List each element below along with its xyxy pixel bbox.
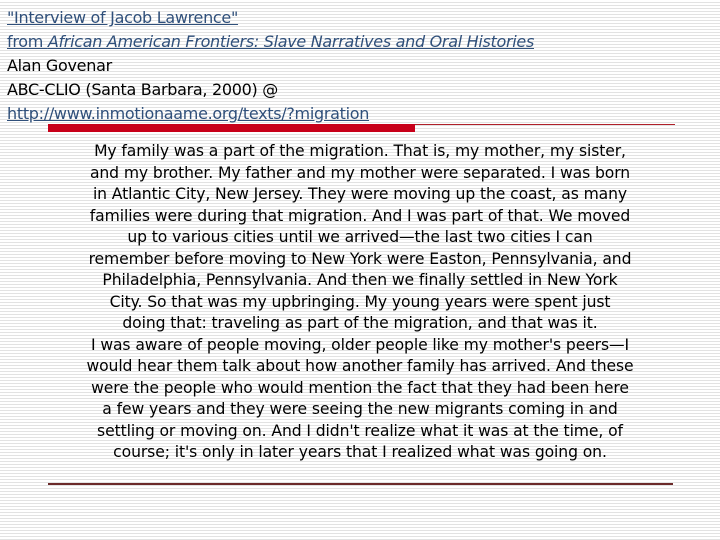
text-line: up to various cities until we arrived—the last two cities I can bbox=[127, 228, 593, 246]
text-line: a few years and they were seeing the new migrants coming in and bbox=[102, 400, 618, 418]
text-line: and my brother. My father and my mother were separated. I was born bbox=[89, 163, 631, 182]
text-line: would hear them talk about how another family has arrived. And these bbox=[86, 357, 634, 375]
bottom-divider-line bbox=[48, 483, 673, 485]
interview-text bbox=[20, 141, 700, 464]
text-line: doing that: traveling as part of the migration, and that was it. bbox=[122, 314, 598, 332]
text-line: were the people who would mention the fact that they had been here bbox=[91, 378, 629, 397]
thin-divider-line bbox=[415, 124, 675, 125]
text-line: My family was a part of the migration. That is, my mother, my sister, bbox=[94, 142, 626, 160]
red-divider-bar bbox=[48, 124, 415, 132]
text-line: remember before moving to New York were Easton, Pennsylvania, and bbox=[88, 249, 632, 268]
publisher: ABC-CLIO (Santa Barbara, 2000) @ bbox=[7, 80, 278, 99]
text-line: settling or moving on. And I didn't realize what it was at the time, of bbox=[97, 421, 623, 440]
url-link[interactable]: http://www.inmotionaame.org/texts/?migration bbox=[7, 104, 370, 123]
text-line: in Atlantic City, New Jersey. They were moving up the coast, as many bbox=[92, 185, 628, 203]
title-link[interactable]: "Interview of Jacob Lawrence" bbox=[7, 8, 239, 27]
text-line: course; it's only in later years that I realized what was going on. bbox=[113, 443, 607, 461]
source-prefix: from bbox=[7, 32, 48, 51]
source-link[interactable] bbox=[7, 32, 534, 51]
author: Alan Govenar bbox=[7, 56, 112, 75]
source-book: African American Frontiers: Slave Narratives and Oral Histories bbox=[47, 32, 535, 51]
text-line: Philadelphia, Pennsylvania. And then we finally settled in New York bbox=[102, 271, 618, 289]
text-line: I was aware of people moving, older people like my mother's peers—I bbox=[90, 335, 630, 354]
text-line: City. So that was my upbringing. My young years were spent just bbox=[109, 292, 611, 311]
text-line: families were during that migration. And I was part of that. We moved bbox=[89, 206, 631, 225]
citation bbox=[7, 6, 534, 126]
